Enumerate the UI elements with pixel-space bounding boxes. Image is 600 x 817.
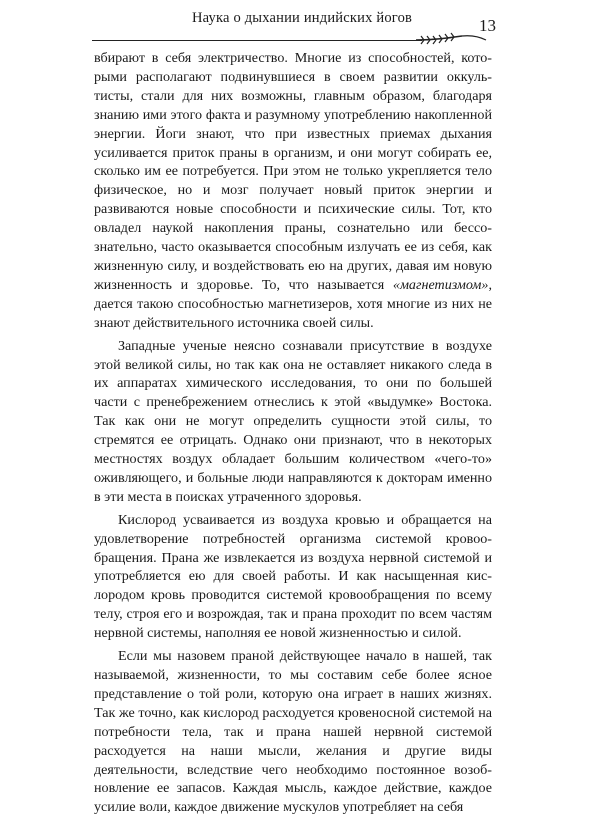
paragraph: Кислород усваивается из воздуха кровью и обращается на удовлетворение потребностей организма системой кровообращения. Прана же извлекается из воздуха нервной системой и употребляется ею для своей работы. И как насыщенная кислородом кровь проводится системой кровообращения по всему телу, строя его и возрождая, так и прана проходит по всем частям нервной системы, наполняя ее новой жизненностью и силой.: [94, 511, 492, 642]
body-text: [94, 49, 492, 817]
paragraph: Западные ученые неясно сознавали присутствие в воздухе этой великой силы, но так как она не оставляет никакого следа в их аппаратах химического исследования, то они по большей части с пренебрежением отнеслись к этой «выдумке» Востока. Так как они не могут определить сущности этой силы, то стремятся ее отрицать. Однако они признают, что в некоторых местностях воздух обладает большим количеством «чего-то» оживляющего, и больные люди направляются к докторам именно в эти места в поисках утраченного здоровья.: [94, 337, 492, 505]
header-rule: [92, 40, 422, 41]
running-header: [92, 10, 512, 44]
running-header-title: Наука о дыхании индийских йогов: [191, 10, 413, 26]
paragraph: Если мы назовем праной действующее начало в нашей, так называемой, жизненности, то мы составим себе более ясное представление о той роли, которую она играет в наших жизнях. Так же точно, как кислород расходуется кровеносной системой на потребности тела, так и прана нашей нервной системой расходуется на наши мысли, желания и другие виды деятельности, вследствие чего необходимо постоянное возобновление ее запасов. Каждая мысль, каждое действие, каждое усилие воли, каждое движение мускулов употребляет на себя: [94, 648, 492, 816]
paragraph: вбирают в себя электричество. Многие из способностей, которыми располагают подвинувшиеся в своем развитии оккультисты, стали для них возможны, главным образом, благодаря знанию ими этого факта и разумному употреблению накопленной энергии. Йоги знают, что при известных приемах дыхания усиливается приток праны в организм, и они могут собирать ее, сколько им ее потребуется. При этом не только укрепляется тело физическое, но и мозг получает новый приток энергии и развиваются новые способности и психические силы. Тот, кто овладел наукой накопления праны, сознательно или бессознательно, часто оказывается способным излучать ее из себя, как жизненную силу, и воздействовать ею на других, давая им новую жизненность и здоровье. То, что называется «магнетизмом», дается такою способностью магнетизеров, хотя многие из них не знают действительного источника своей силы.: [94, 50, 492, 331]
page-number: 13: [479, 16, 496, 35]
italic-term: «магнетизмом»: [392, 276, 489, 293]
